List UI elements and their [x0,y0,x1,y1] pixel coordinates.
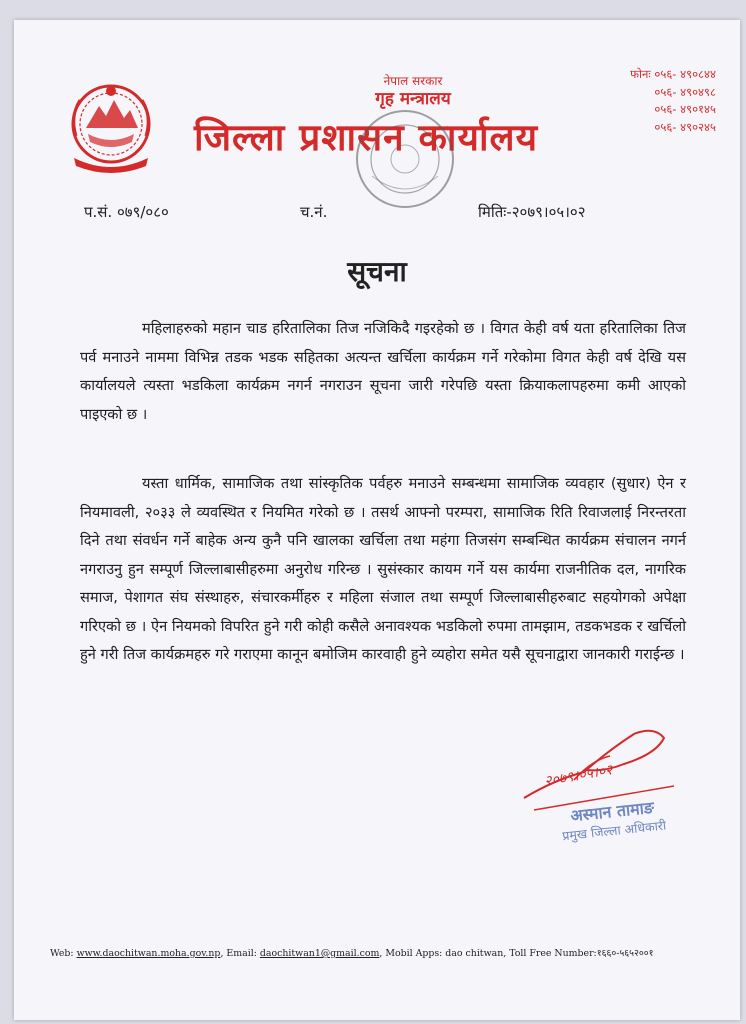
office-name: जिल्ला प्रशासन कार्यालय [194,116,539,159]
footer-email-link[interactable]: daochitwan1@gmail.com [259,948,380,959]
notice-title: सूचना [347,255,407,288]
document-date: मितिः-२०७९।०५।०२ [478,203,586,221]
officer-designation: प्रमुख जिल्ला अधिकारी [561,817,667,844]
government-name: नेपाल सरकार [383,74,443,88]
signature-date: २०७९।०५।०२ [543,762,614,790]
document-page [14,20,740,1020]
phone-numbers [630,66,716,136]
phone-line: फोनः ०५६- ४९०८४४ [630,67,716,81]
dispatch-number: च.नं. [300,203,328,221]
footer-contact [50,946,730,959]
footer-email-label: , Email: [220,948,257,959]
officer-name: अस्मान तामाङ [569,797,655,826]
notice-paragraph: यस्ता धार्मिक, सामाजिक तथा सांस्कृतिक पर्वहरु मनाउने सम्बन्धमा सामाजिक व्यवहार (सुधार) ऐन र नियमावली, २०३३ ले व्यवस्थित र नियमित गरेको छ । तसर्थ आफ्नो परम्परा, सामाजिक रिति रिवाजलाई निरन्तरता दिने तथा संवर्धन गर्ने बाहेक अन्य कुनै पनि खालका खर्चिला तथा महंगा तिजसंग सम्बन्धित कार्यक्रम संचालन नगर्न नगराउनु हुन सम्पूर्ण जिल्लाबासीहरुमा अनुरोध गरिन्छ । सुसंस्कार कायम गर्ने यस कार्यमा राजनीतिक दल, नागरिक समाज, पेशागत संघ संस्थाहरु, संचारकर्मीहरु र महिला संजाल तथा सम्पूर्ण जिल्लाबासीहरुबाट सहयोगको अपेक्षा गरिएको छ । ऐन नियमको विपरित हुने गरी कोही कसैले अनावश्यक भडकिलो रुपमा तामझाम, तडकभडक र खर्चिलो हुने गरी तिज कार्यक्रमहरु गरे गराएमा कानून बमोजिम कारवाही हुने व्यहोरा समेत यसै सूचनाद्वारा जानकारी गराईन्छ । [80,475,686,663]
phone-line: ०५६- ४९०२४५ [654,119,716,134]
ministry-name: गृह मन्त्रालय [375,89,451,109]
phone-line: ०५६- ४९०४९८ [654,84,716,99]
office-stamp-icon [352,106,458,212]
footer-website-link[interactable]: www.daochitwan.moha.gov.np [76,948,221,959]
phone-line: ०५६- ४९०१४५ [654,102,716,116]
notice-paragraph: महिलाहरुको महान चाड हरितालिका तिज नजिकिदै गइरहेको छ । विगत केही वर्ष यता हरितालिका तिज पर्व मनाउने नाममा विभिन्न तडक भडक सहितका अत्यन्त खर्चिला कार्यक्रम गर्ने गरेकोमा विगत केही वर्ष देखि यस कार्यालयले त्यस्ता भडकिला कार्यक्रम नगर्न नगराउन सूचना जारी गरेपछि यस्ता क्रियाकलापहरुमा कमी आएको पाइएको छ । [80,320,686,423]
footer-web-label: Web: [50,948,74,959]
footer-apps-tollfree: , Mobil Apps: dao chitwan, Toll Free Number:१६६०-५६५२००१ [379,948,654,959]
reference-number: प.सं. ०७९/०८० [84,203,169,221]
